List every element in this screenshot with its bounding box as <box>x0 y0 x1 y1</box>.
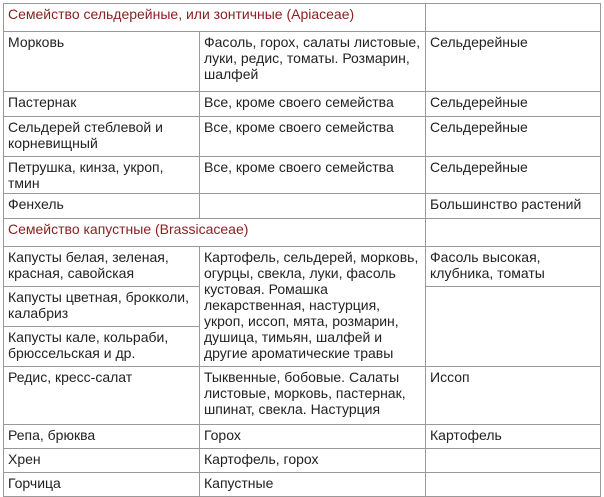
table-row <box>4 32 601 92</box>
bad-neighbors-cell: Фасоль высокая, клубника, томаты <box>426 247 601 287</box>
table-row <box>4 92 601 117</box>
good-neighbors-cell: Фасоль, горох, салаты листовые, луки, редис, томаты. Розмарин, шалфей <box>200 32 426 92</box>
bad-neighbors-cell: Большинство растений <box>426 194 601 219</box>
table-row <box>4 157 601 194</box>
bad-neighbors-cell: Сельдерейные <box>426 32 601 92</box>
table-row <box>4 473 601 497</box>
good-neighbors-cell: Тыквенные, бобовые. Салаты листовые, морковь, пастернак, шпинат, свекла. Настурция <box>200 367 426 425</box>
section-title-brassicaceae: Семейство капустные (Brassicaceae) <box>4 219 426 247</box>
good-neighbors-cell <box>200 194 426 219</box>
good-neighbors-cell: Все, кроме своего семейства <box>200 157 426 194</box>
plant-cell: Редис, кресс-салат <box>4 367 200 425</box>
table-row <box>4 247 601 287</box>
good-neighbors-cell: Все, кроме своего семейства <box>200 117 426 157</box>
table-row <box>4 449 601 473</box>
table-row <box>4 367 601 425</box>
section-title-apiaceae: Семейство сельдерейные, или зонтичные (Apiaceae) <box>4 4 426 32</box>
table-row <box>4 194 601 219</box>
plant-cell: Петрушка, кинза, укроп, тмин <box>4 157 200 194</box>
good-neighbors-cell: Картофель, горох <box>200 449 426 473</box>
section-header-row <box>4 4 601 32</box>
plant-cell: Фенхель <box>4 194 200 219</box>
section-header-row <box>4 219 601 247</box>
companion-planting-table <box>3 3 601 497</box>
bad-neighbors-cell <box>426 473 601 497</box>
empty-cell <box>426 4 601 32</box>
plant-cell: Капусты белая, зеленая, красная, савойская <box>4 247 200 287</box>
plant-cell: Репа, брюква <box>4 425 200 449</box>
plant-cell: Капусты цветная, брокколи, калабриз <box>4 287 200 327</box>
good-neighbors-cell: Картофель, сельдерей, морковь, огурцы, свекла, луки, фасоль кустовая. Ромашка лекарственная, настурция, укроп, иссоп, мята, розмарин, душица, тимьян, шалфей и другие ароматические травы <box>200 247 426 367</box>
bad-neighbors-cell: Сельдерейные <box>426 92 601 117</box>
empty-cell <box>426 219 601 247</box>
table-row <box>4 425 601 449</box>
good-neighbors-cell: Горох <box>200 425 426 449</box>
bad-neighbors-cell <box>426 449 601 473</box>
bad-neighbors-cell: Иссоп <box>426 367 601 425</box>
table-row <box>4 117 601 157</box>
good-neighbors-cell: Капустные <box>200 473 426 497</box>
plant-cell: Морковь <box>4 32 200 92</box>
plant-cell: Хрен <box>4 449 200 473</box>
bad-neighbors-cell: Сельдерейные <box>426 117 601 157</box>
plant-cell: Пастернак <box>4 92 200 117</box>
empty-cell <box>426 287 601 367</box>
plant-cell: Горчица <box>4 473 200 497</box>
plant-cell: Капусты кале, кольраби, брюссельская и др. <box>4 327 200 367</box>
plant-cell: Сельдерей стеблевой и корневищный <box>4 117 200 157</box>
bad-neighbors-cell: Картофель <box>426 425 601 449</box>
bad-neighbors-cell: Сельдерейные <box>426 157 601 194</box>
good-neighbors-cell: Все, кроме своего семейства <box>200 92 426 117</box>
